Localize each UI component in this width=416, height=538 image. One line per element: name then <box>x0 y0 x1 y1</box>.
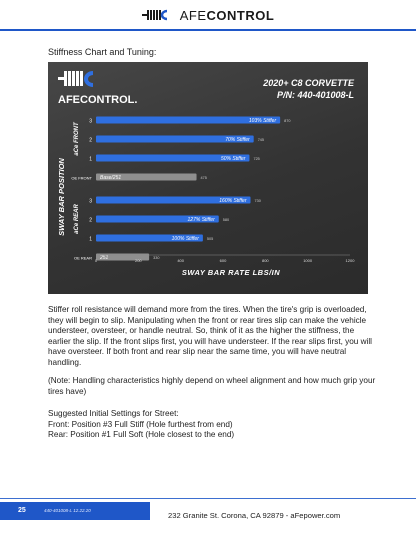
bar-inside-label: Base/251 <box>100 175 122 182</box>
sway-bar-logo-icon <box>142 9 176 21</box>
bar-inside-label: 70% Stiffer <box>225 137 250 144</box>
bar-inside-label: 251 <box>100 255 109 262</box>
bar-category-label: OE REAR <box>73 255 92 261</box>
logo-prefix: AFE <box>179 7 207 23</box>
footer-address: 232 Granite St. Corona, CA 92879 - aFepower.com <box>168 511 341 520</box>
page-header <box>0 0 416 30</box>
bar-inside-label: 100% Stiffer <box>171 236 199 243</box>
bar-value-label: 870 <box>284 119 291 123</box>
x-tick-label: 600 <box>219 258 227 263</box>
document-id: 440-401008-L 12.22.20 <box>44 508 91 513</box>
bar-value-label: 730 <box>254 199 261 203</box>
bar-category-label: 3 <box>89 198 92 205</box>
x-tick-label: 1000 <box>303 258 313 263</box>
chart-title: 2020+ C8 CORVETTE <box>263 78 354 88</box>
chart-logo-text: AFECONTROL. <box>58 94 138 106</box>
bar-value-label: 475 <box>200 176 207 180</box>
note-paragraph: (Note: Handling characteristics highly depend on wheel alignment and how much grip your tires have) <box>48 376 376 396</box>
chart-group-label: aCe REAR <box>74 204 80 234</box>
bar-inside-label: 160% Stiffer <box>219 198 247 205</box>
chart-group-label: aCe FRONT <box>74 122 80 156</box>
handling-paragraph: Stiffer roll resistance will demand more from the tires. When the tire's grip is overloaded, they will begin to slip. Manipulating when the front or rear tires slip can make the vehicle understeer, oversteer, or handle neutral. So, think of it as the higher the stiffness, the earlier the slip. If the front slips first, you will have understeer. If the rear slips first, you will have oversteer. If both front and rear slip near the same time, you will have neutral handling. <box>48 305 372 367</box>
bar-category-label: 1 <box>89 156 92 163</box>
bar-value-label: 725 <box>253 157 260 161</box>
chart-logo-icon <box>58 71 93 86</box>
settings-heading: Suggested Initial Settings for Street: <box>48 409 179 418</box>
x-tick-label: 400 <box>177 258 185 263</box>
settings-rear: Rear: Position #1 Full Soft (Hole closest to the end) <box>48 430 235 440</box>
section-title: Stiffness Chart and Tuning: <box>48 47 157 57</box>
bar-inside-label: 127% Stiffer <box>187 217 215 224</box>
settings-front: Front: Position #3 Full Stiff (Hole furthest from end) <box>48 419 233 429</box>
logo-suffix: CONTROL <box>206 7 275 23</box>
x-tick-label: 800 <box>261 258 269 263</box>
bar-category-label: 2 <box>89 217 92 224</box>
suggested-settings <box>48 409 378 441</box>
logo-wordmark <box>180 8 275 23</box>
bar-category-label: 3 <box>89 118 92 125</box>
page-number: 25 <box>18 507 26 514</box>
bar-category-label: 1 <box>89 236 92 243</box>
footer-rule <box>0 498 416 499</box>
chart-subtitle: P/N: 440-401008-L <box>276 90 354 100</box>
stiffness-chart-svg <box>48 62 368 294</box>
bar-inside-label: 103% Stiffer <box>248 118 277 125</box>
bar-value-label: 745 <box>257 138 265 142</box>
x-tick-label: 1200 <box>345 258 355 263</box>
bar-value-label: 580 <box>222 218 230 222</box>
chart-x-axis-label: SWAY BAR RATE LBS/IN <box>181 268 281 277</box>
bar-inside-label: 50% Stiffer <box>220 156 246 163</box>
chart-y-axis-label: SWAY BAR POSITION <box>57 158 66 236</box>
bar-category-label: 2 <box>89 137 92 144</box>
bar-value-label: 505 <box>206 237 214 241</box>
bar-value-label: 330 <box>153 256 160 260</box>
x-tick-label: 200 <box>134 258 142 263</box>
x-tick-label: 0 <box>94 258 98 263</box>
header-rule <box>0 29 416 31</box>
afe-control-logo <box>142 8 275 23</box>
stiffness-chart <box>48 62 368 294</box>
bar-category-label: OE FRONT <box>71 175 92 181</box>
